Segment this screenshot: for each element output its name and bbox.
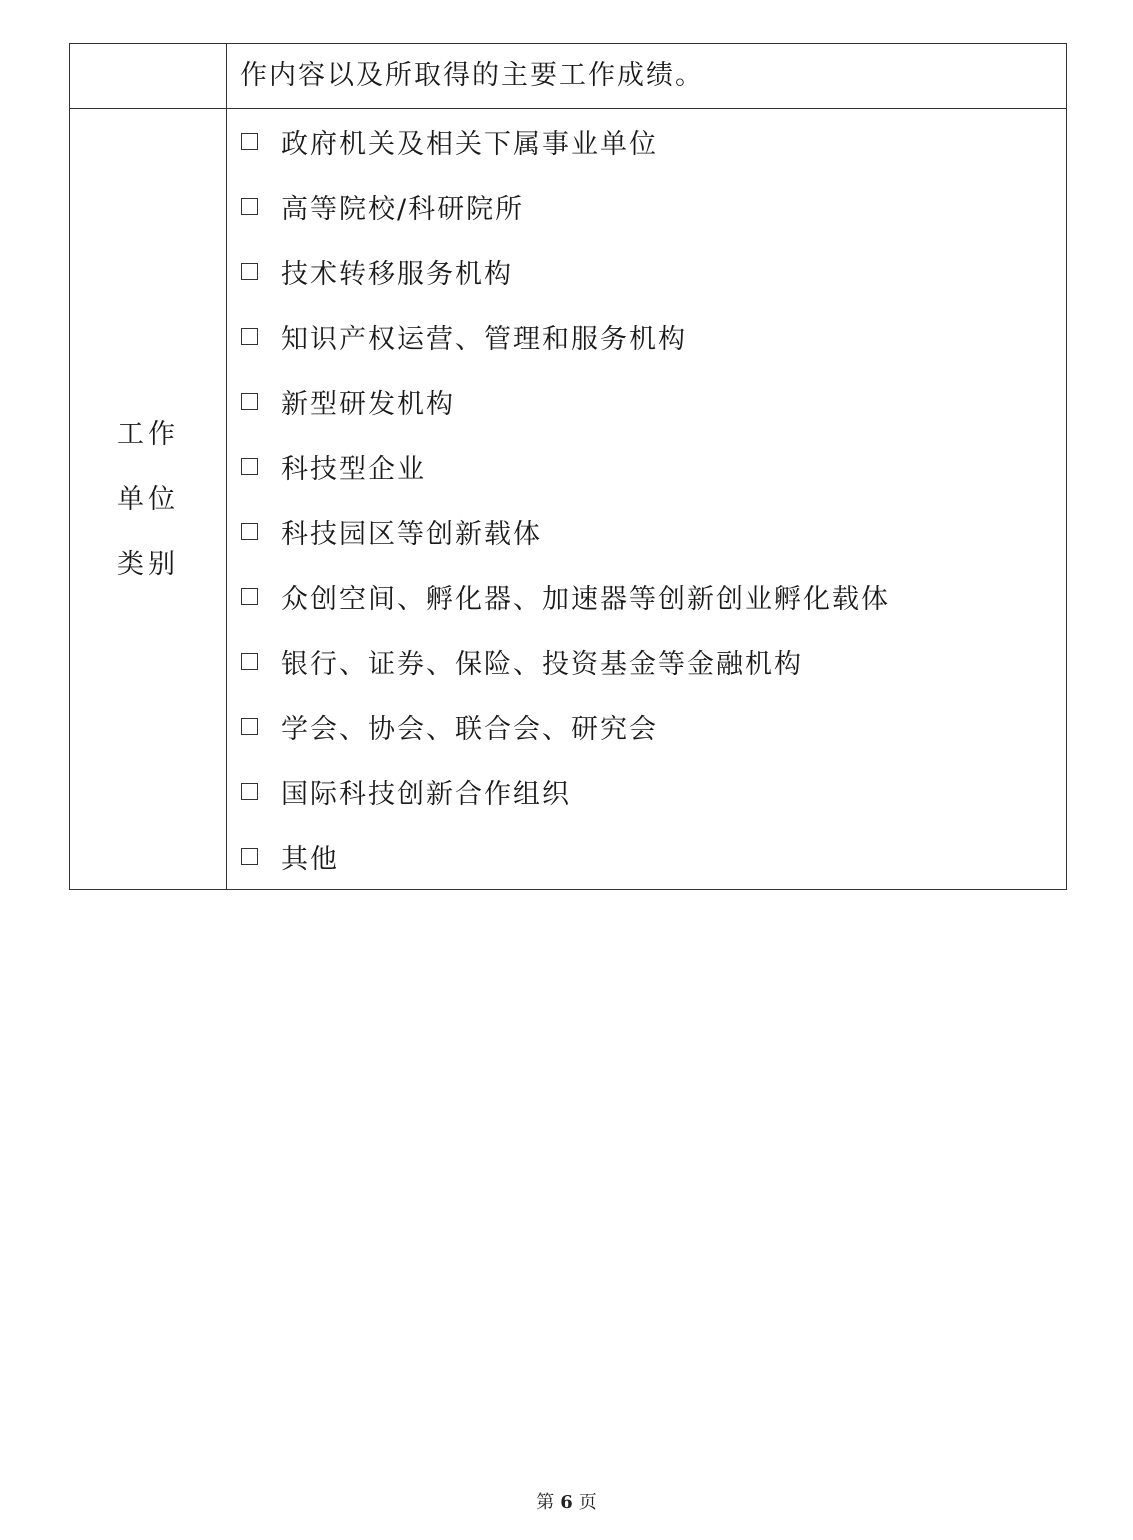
option-checkbox[interactable] — [241, 523, 258, 540]
option-checkbox[interactable] — [241, 848, 258, 865]
option-label: 其他 — [281, 844, 339, 875]
category-option[interactable] — [241, 434, 1066, 499]
page-number: 6 — [560, 1492, 573, 1513]
continuation-row — [70, 44, 1067, 109]
category-option[interactable] — [241, 629, 1066, 694]
category-label-line: 单位 — [117, 483, 179, 515]
option-label: 国际科技创新合作组织 — [281, 779, 571, 810]
option-checkbox[interactable] — [241, 653, 258, 670]
option-label: 知识产权运营、管理和服务机构 — [281, 324, 687, 355]
option-label: 众创空间、孵化器、加速器等创新创业孵化载体 — [281, 584, 890, 615]
option-checkbox[interactable] — [241, 198, 258, 215]
option-checkbox[interactable] — [241, 783, 258, 800]
category-label-line: 类别 — [117, 548, 179, 580]
option-label: 学会、协会、联合会、研究会 — [281, 714, 658, 745]
option-label: 政府机关及相关下属事业单位 — [281, 129, 658, 160]
category-option[interactable] — [241, 174, 1066, 239]
work-unit-category-options-cell — [227, 109, 1067, 890]
continuation-label-cell — [70, 44, 227, 109]
option-label: 新型研发机构 — [281, 389, 455, 420]
option-checkbox[interactable] — [241, 263, 258, 280]
category-option[interactable] — [241, 109, 1066, 174]
work-unit-category-row — [70, 109, 1067, 890]
work-unit-category-label-cell — [70, 109, 227, 890]
category-option[interactable] — [241, 564, 1066, 629]
category-option[interactable] — [241, 304, 1066, 369]
option-label: 科技园区等创新载体 — [281, 519, 542, 550]
page-footer — [0, 1488, 1133, 1514]
category-option[interactable] — [241, 824, 1066, 889]
option-label: 科技型企业 — [281, 454, 426, 485]
work-unit-form-table — [69, 43, 1067, 890]
option-checkbox[interactable] — [241, 458, 258, 475]
category-label-line: 工作 — [117, 418, 179, 450]
option-label: 高等院校/科研院所 — [281, 194, 525, 225]
continuation-text: 作内容以及所取得的主要工作成绩。 — [240, 60, 704, 91]
category-option[interactable] — [241, 369, 1066, 434]
option-checkbox[interactable] — [241, 588, 258, 605]
category-option[interactable] — [241, 239, 1066, 304]
category-option[interactable] — [241, 694, 1066, 759]
option-label: 技术转移服务机构 — [281, 259, 513, 290]
category-option[interactable] — [241, 499, 1066, 564]
continuation-content-cell — [227, 44, 1067, 109]
option-checkbox[interactable] — [241, 718, 258, 735]
page-footer-suffix: 页 — [578, 1492, 597, 1513]
page-footer-prefix: 第 — [536, 1492, 555, 1513]
category-option[interactable] — [241, 759, 1066, 824]
option-checkbox[interactable] — [241, 133, 258, 150]
category-option-list — [227, 109, 1066, 889]
option-label: 银行、证券、保险、投资基金等金融机构 — [281, 649, 803, 680]
option-checkbox[interactable] — [241, 328, 258, 345]
option-checkbox[interactable] — [241, 393, 258, 410]
